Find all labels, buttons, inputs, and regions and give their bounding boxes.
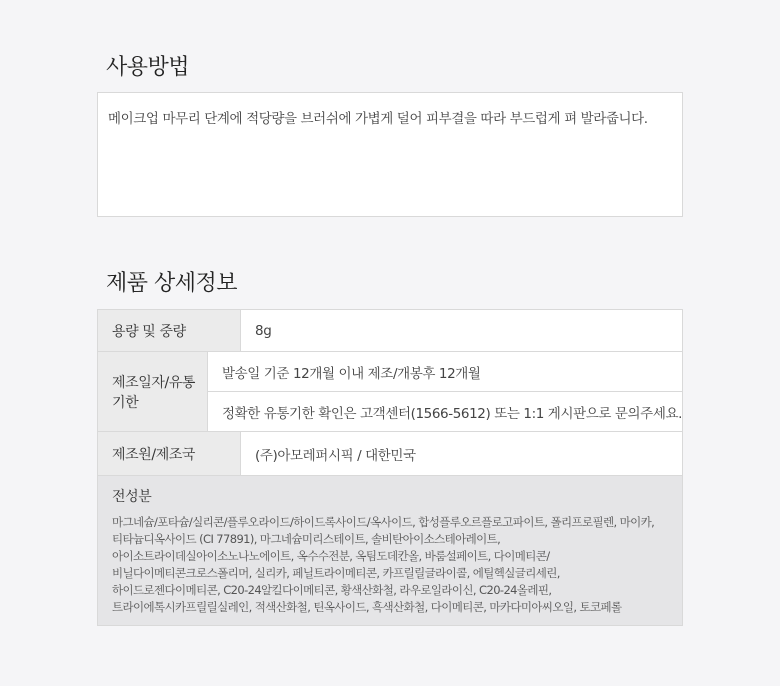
usage-section-title: 사용방법	[106, 55, 190, 80]
usage-description-text: 메이크업 마무리 단계에 적당량을 브러쉬에 가볍게 덜어 피부결을 따라 부드럽게 펴 발라줍니다.	[108, 111, 648, 127]
capacity-value: 8g	[255, 322, 272, 339]
product-detail-title: 제품 상세정보	[106, 271, 238, 296]
ingredients-text: 마그네슘/포타슘/실리콘/플루오라이드/하이드록사이드/옥사이드, 합성플루오르플로고파이트, 폴리프로필렌, 마이카, 티타늄디옥사이드 (CI 77891), 마그네슘미리스테이트, 솔비탄아이소스테아레이트, 아이소트라이데실아이소노나노에이트, 옥수수전분, 옥팀도데칸올, 바룸설페이트, 다이메티콘/비닐다이메티콘크로스폴리머, 실리카, 페닐트라이메티콘, 카프릴릴글라이콜, 에틸헥실글리세린, 하이드로젠다이메티콘, C20-24알킬다이메티콘, 황색산화철, 라우로일라이신, C20-24올레핀, 트라이에톡시카프릴릴실레인, 적색산화철, 틴옥사이드, 흑색산화철, 다이메티콘, 마카다미아씨오일, 토코페롤	[112, 515, 655, 614]
maker-label: 제조원/제조국	[98, 432, 241, 475]
expiry-label: 제조일자/유통기한	[98, 352, 208, 431]
capacity-label: 용량 및 중량	[98, 310, 241, 351]
ingredients-section	[98, 476, 682, 625]
expiry-notice: 정확한 유통기한 확인은 고객센터(1566-5612) 또는 1:1 게시판으로 문의주세요.	[221, 405, 682, 422]
usage-description-box	[97, 92, 683, 217]
table-row-expiry	[98, 352, 682, 432]
table-row-maker	[98, 432, 682, 476]
expiry-value: 발송일 기준 12개월 이내 제조/개봉후 12개월	[208, 352, 682, 392]
product-detail-table	[97, 309, 683, 626]
ingredients-title: 전성분	[112, 489, 152, 505]
table-row-capacity	[98, 310, 682, 352]
maker-value: (주)아모레퍼시픽 / 대한민국	[255, 447, 416, 464]
